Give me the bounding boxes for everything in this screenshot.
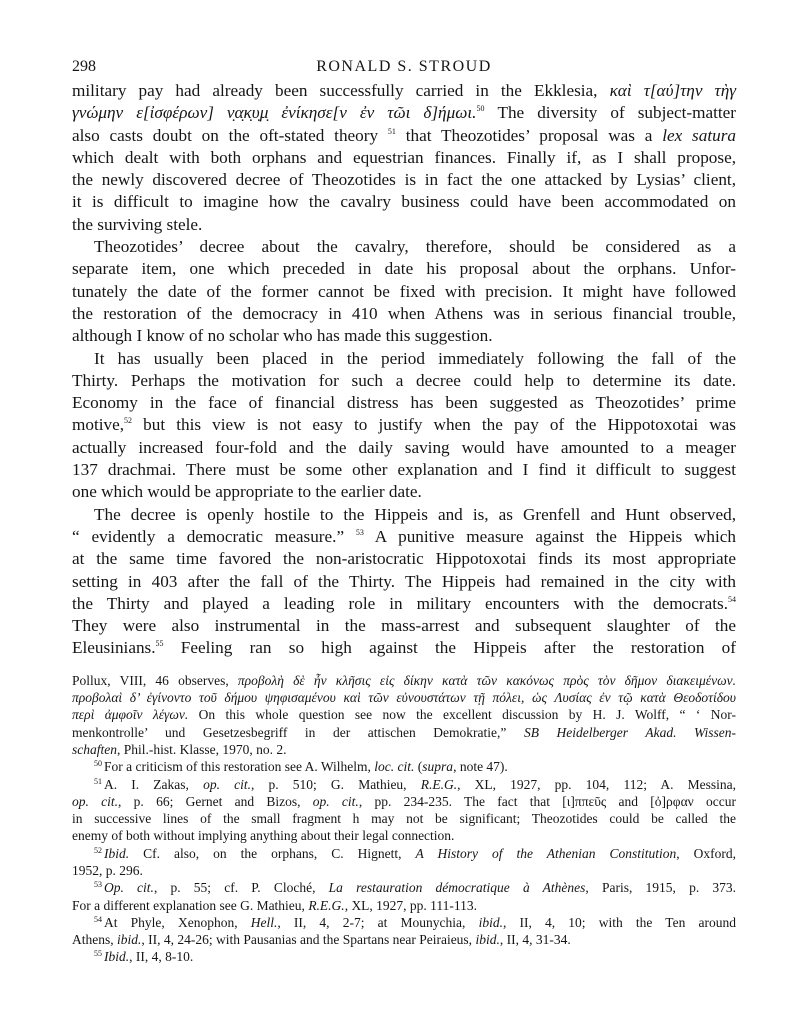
body-line [72, 303, 736, 325]
body-line [72, 125, 736, 147]
text-run: at the same time favored the non-aristocratic Hippotoxotai finds its most appropriate [72, 549, 736, 569]
italic-text: A History of the Athenian Constitution [415, 845, 677, 861]
italic-text: SB Heidelberger Akad. Wissen- [523, 724, 737, 740]
greek-text: περὶ ἀμφοῖν λέγων. [72, 707, 189, 723]
italic-text: supra [422, 759, 454, 775]
text-run: , note 47). [453, 759, 508, 775]
body-line [72, 481, 736, 503]
text-run: Theozotides’ decree about the cavalry, therefore, should be considered as a [94, 237, 736, 257]
text-run: the restoration of the democracy in 410 when Athens was in serious financial trouble, [72, 303, 736, 323]
italic-text: lex satura [662, 125, 736, 145]
italic-text: op. cit. [203, 776, 251, 792]
italic-text: schaften [72, 741, 117, 757]
text-run: A punitive measure against the Hippeis which [363, 526, 737, 546]
italic-text: Ibid. [104, 949, 130, 965]
text-run: , p. 510; G. Mathieu, [250, 776, 421, 792]
greek-text: γνώμην ε[ἰσφέρων] ν̣α̣κ̣υ̣μ̣ ἐνίκησε[ν ἐν τῶι δ]ήμωι. [72, 103, 477, 123]
text-run: Thirty. Perhaps the motivation for such a decree could help to determine its date. [72, 370, 736, 390]
text-run: , XL, 1927, pp. 111-113. [344, 897, 478, 913]
text-run: Cf. also, on the orphans, C. Hignett, [129, 845, 416, 861]
footnote-number: 53 [94, 880, 102, 890]
text-run: tunately the date of the former cannot be fixed with precision. It might have followed [72, 281, 736, 301]
text-run: 137 drachmai. There must be some other explanation and I find it difficult to suggest [72, 460, 736, 480]
running-head-author: RONALD S. STROUD [316, 58, 492, 75]
text-run: enemy of both without implying anything about their legal connection. [72, 828, 455, 844]
text-run: the newly discovered decree of Theozotides is in fact the one attacked by Lysias’ client, [72, 170, 736, 190]
body-text [72, 80, 736, 660]
body-line [72, 236, 736, 258]
footnote-line [72, 862, 736, 879]
body-line [72, 526, 736, 548]
greek-text: προβολὴ δὲ ἦν κλῆσις εἰς δίκην κατὰ τῶν κακόνως πρὸς τὸν δῆμον διακειμένων. [237, 672, 736, 688]
text-run: “ evidently a democratic measure.” [72, 526, 356, 546]
footnote-line [72, 793, 736, 810]
body-line [72, 281, 736, 303]
text-run: , II, 4, 2-7; at Mounychia, [277, 914, 479, 930]
text-run: which dealt with both orphans and equestrian finances. Finally if, as I shall propose, [72, 147, 736, 167]
body-line [72, 504, 736, 526]
text-run: For a different explanation see G. Mathieu, [72, 897, 309, 913]
body-line [72, 169, 736, 191]
text-run: actually increased four-fold and the daily saving would have amounted to a meager [72, 437, 736, 457]
text-run: , II, 4, 24-26; with Pausanias and the Spartans near Peiraieus, [141, 932, 476, 948]
body-line [72, 459, 736, 481]
body-line [72, 214, 736, 236]
text-run: , p. 55; cf. P. Cloché, [153, 880, 329, 896]
footnote-line [72, 810, 736, 827]
text-run: setting in 403 after the fall of the Thirty. The Hippeis had remained in the city with [72, 571, 736, 591]
italic-text: op. cit. [72, 793, 119, 809]
footnote-line [72, 741, 736, 758]
page-number: 298 [72, 58, 96, 75]
footnote-line [72, 827, 736, 844]
text-run: the surviving stele. [72, 214, 203, 234]
footnote-line [72, 914, 736, 931]
body-line [72, 258, 736, 280]
text-run: ( [414, 759, 423, 775]
text-run: Eleusinians. [72, 638, 156, 658]
text-run: , pp. 234-235. The fact that [ι]ππεῦς and [ὀ]ρφαν occur [358, 793, 736, 809]
footnote-ref: 53 [355, 527, 364, 537]
italic-text: ibid. [117, 932, 142, 948]
body-line [72, 637, 736, 659]
text-run: menkontrolle’ und Gesetzesbegriff in der attischen Demokratie,” [72, 724, 524, 740]
text-run: motive, [72, 415, 125, 435]
text-run: it is difficult to imagine how the cavalry business could have been accommodated on [72, 192, 736, 212]
footnote-number: 52 [94, 845, 102, 855]
body-line [72, 615, 736, 637]
body-line [72, 414, 736, 436]
text-run: military pay had already been successfully carried in the Ekklesia, [72, 81, 610, 100]
text-run: They were also instrumental in the mass-arrest and subsequent slaughter of the [72, 616, 736, 636]
text-run: Pollux, VIII, 46 observes, [72, 672, 238, 688]
body-line [72, 548, 736, 570]
text-run: Economy in the face of financial distress has been suggested as Theozotides’ prime [72, 393, 736, 413]
footnote-line [72, 931, 736, 948]
footnote-ref: 54 [728, 594, 736, 604]
footnote-line [72, 724, 736, 741]
footnote-line [72, 672, 736, 689]
footnote-line [72, 845, 736, 862]
text-run: that Theozotides’ proposal was a [395, 125, 663, 145]
text-run: Feeling ran so high against the Hippeis after the restoration of [163, 638, 736, 658]
footnote-line [72, 758, 736, 775]
greek-text: καὶ τ[αύ]την τὴγ [609, 81, 736, 100]
text-run: It has usually been placed in the period immediately following the fall of the [94, 348, 736, 368]
text-run: , II, 4, 8-10. [129, 949, 194, 965]
footnote-ref: 50 [476, 104, 485, 114]
text-run: , p. 66; Gernet and Bizos, [118, 793, 313, 809]
text-run: On this whole question see now the excellent discussion by H. J. Wolff, “ ‘ Nor- [188, 707, 736, 723]
text-run: The diversity of subject-matter [484, 103, 737, 123]
footnote-line [72, 706, 736, 723]
text-run: , II, 4, 10; with the Ten around [502, 914, 736, 930]
text-run: although I know of no scholar who has made this suggestion. [72, 326, 493, 346]
italic-text: R.E.G. [308, 897, 345, 913]
page [72, 54, 736, 966]
text-run: , Oxford, [676, 845, 736, 861]
text-run: the Thirty and played a leading role in military encounters with the democrats. [72, 593, 728, 613]
greek-text: προβολαὶ δ’ ἐγίνοντο τοῦ δήμου ψηφισαμένου καὶ τῶν εὐνουστάτων τῇ πόλει, ὡς Λυσίας ἐν τῷ κατὰ Θεοδοτίδου [72, 690, 736, 706]
text-run: in successive lines of the small fragment h may not be significant; Theozotides could be called the [72, 811, 736, 827]
text-run: Athens, [72, 932, 117, 948]
italic-text: Op. cit. [104, 880, 154, 896]
body-line [72, 191, 736, 213]
running-head [72, 54, 736, 80]
text-run: but this view is not easy to justify when the pay of the Hippotoxotai was [132, 415, 736, 435]
italic-text: La restauration démocratique à Athènes [328, 880, 586, 896]
body-line [72, 593, 736, 615]
italic-text: loc. cit. [374, 759, 415, 775]
footnote-number: 50 [94, 759, 102, 769]
body-line [72, 80, 736, 102]
text-run: For a criticism of this restoration see A. Wilhelm, [104, 759, 375, 775]
footnote-number: 55 [94, 949, 102, 959]
text-run: , II, 4, 31-34. [499, 932, 571, 948]
footnote-ref: 55 [155, 639, 164, 649]
text-run: , Paris, 1915, p. 373. [585, 880, 737, 896]
body-line [72, 102, 736, 124]
italic-text: Hell. [250, 914, 278, 930]
body-line [72, 571, 736, 593]
footnote-line [72, 948, 736, 965]
text-run: also casts doubt on the oft-stated theory [72, 125, 388, 145]
text-run: , Phil.-hist. Klasse, 1970, no. 2. [117, 741, 287, 757]
body-line [72, 147, 736, 169]
italic-text: R.E.G. [420, 776, 458, 792]
italic-text: Ibid. [104, 845, 130, 861]
text-run: The decree is openly hostile to the Hippeis and is, as Grenfell and Hunt observed, [94, 504, 736, 524]
footnotes [72, 672, 736, 966]
body-line [72, 392, 736, 414]
footnote-line [72, 879, 736, 896]
italic-text: ibid. [475, 932, 500, 948]
footnote-number: 54 [94, 914, 102, 924]
text-run: , XL, 1927, pp. 104, 112; A. Messina, [457, 776, 737, 792]
body-line [72, 348, 736, 370]
italic-text: ibid. [478, 914, 503, 930]
footnote-ref: 51 [387, 126, 396, 136]
footnote-number: 51 [94, 776, 102, 786]
body-line [72, 437, 736, 459]
footnote-line [72, 776, 736, 793]
text-run: A. I. Zakas, [104, 776, 204, 792]
body-line [72, 370, 736, 392]
footnote-ref: 52 [124, 416, 133, 426]
text-run: separate item, one which preceded in date his proposal about the orphans. Unfor- [72, 259, 736, 279]
footnote-line [72, 897, 736, 914]
text-run: At Phyle, Xenophon, [104, 914, 251, 930]
body-line [72, 325, 736, 347]
footnote-line [72, 689, 736, 706]
text-run: 1952, p. 296. [72, 862, 143, 878]
text-run: one which would be appropriate to the earlier date. [72, 482, 422, 502]
italic-text: op. cit. [312, 793, 359, 809]
